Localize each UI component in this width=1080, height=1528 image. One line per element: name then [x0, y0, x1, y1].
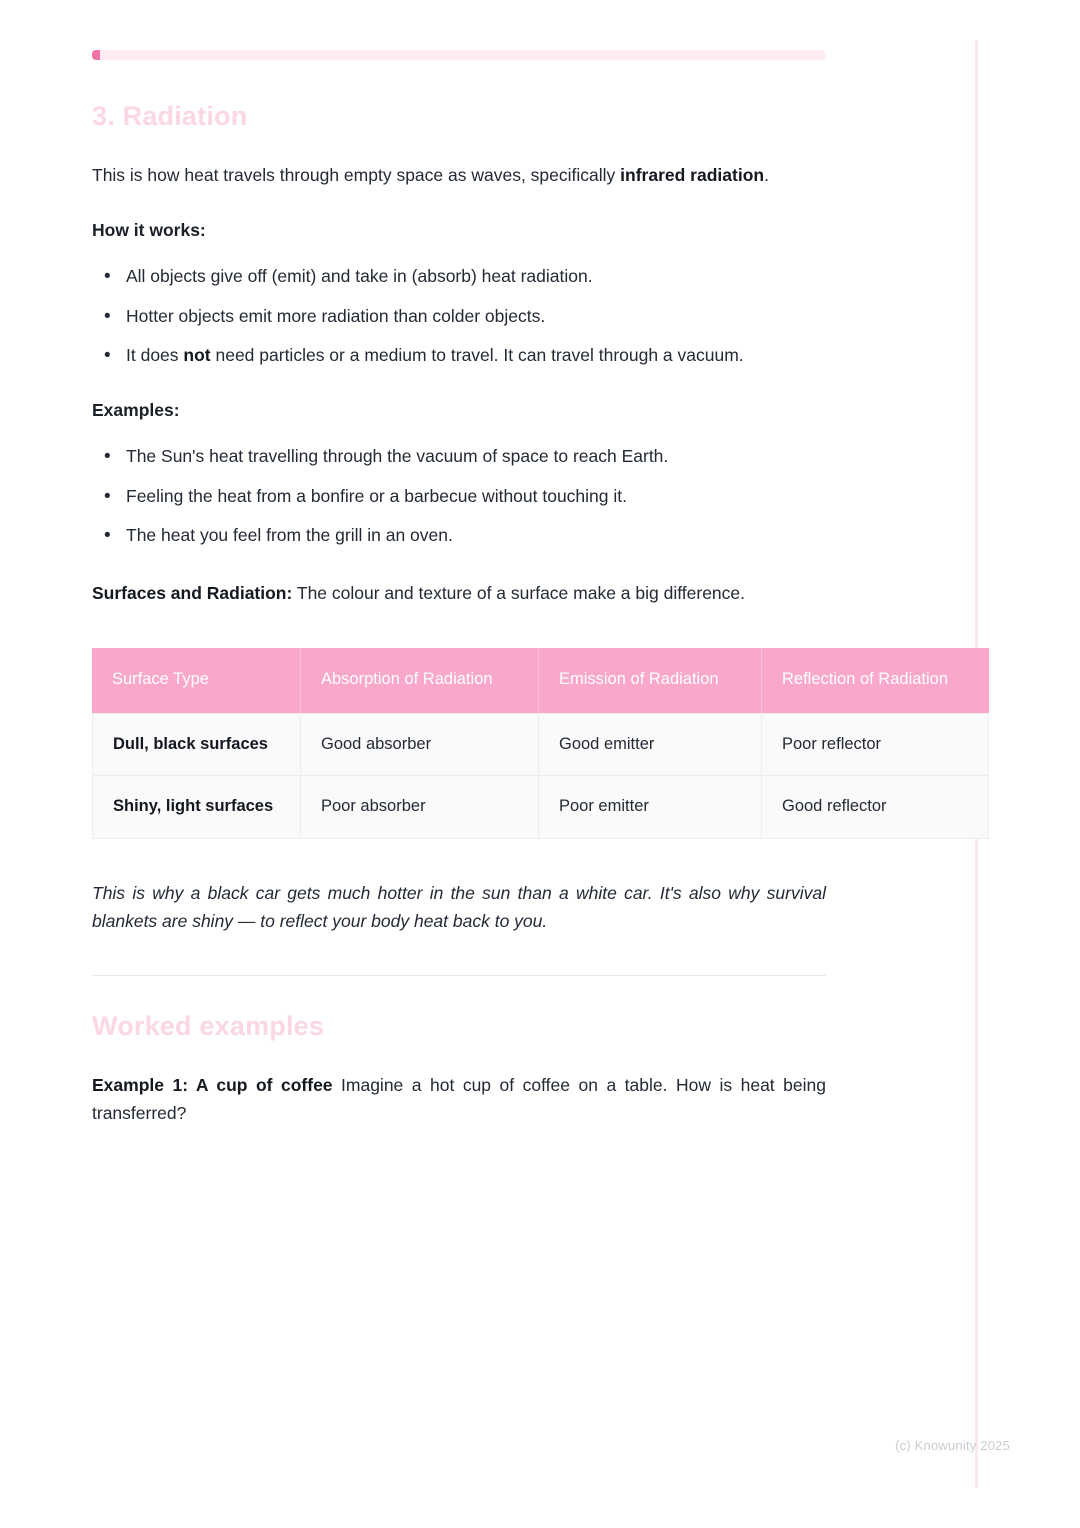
table-cell: Good reflector [762, 776, 989, 838]
table-cell: Good absorber [301, 713, 539, 776]
surfaces-paragraph-text: The colour and texture of a surface make a big difference. [292, 582, 746, 603]
intro-text-after: . [764, 165, 769, 186]
table-column-header-surface-type: Surface Type [92, 648, 301, 713]
surfaces-paragraph [92, 580, 826, 608]
italic-note: This is why a black car gets much hotter in the sun than a white car. It's also why survival blankets are shiny — to reflect your body heat back to you. [92, 882, 826, 931]
list-item: • All objects give off (emit) and take in (absorb) heat radiation. [126, 263, 826, 291]
intro-paragraph [92, 162, 826, 190]
footer-copyright: (c) Knowunity 2025 [895, 1438, 1010, 1453]
section-title: 3. Radiation [92, 101, 248, 131]
table-row [92, 713, 989, 776]
table-header-row [92, 648, 989, 713]
table-body [92, 713, 989, 839]
list-item-text-before: It does [126, 345, 184, 366]
table-column-header-reflection: Reflection of Radiation [762, 648, 989, 713]
table-cell: Dull, black surfaces [92, 713, 301, 776]
list-item: • Feeling the heat from a bonfire or a barbecue without touching it. [126, 483, 826, 511]
example-1-text: Imagine a hot cup of coffee on a table. How is heat being transferred? [92, 1075, 826, 1123]
list-item: • The Sun's heat travelling through the vacuum of space to reach Earth. [126, 443, 826, 471]
example-1-label: Example 1: A cup of coffee [92, 1075, 333, 1096]
how-it-works-list [92, 263, 826, 370]
radiation-surfaces-table [92, 648, 989, 839]
table-cell: Poor absorber [301, 776, 539, 838]
table-column-header-absorption: Absorption of Radiation [301, 648, 539, 713]
table-column-header-emission: Emission of Radiation [539, 648, 762, 713]
list-item: • Hotter objects emit more radiation than colder objects. [126, 303, 826, 331]
list-item: • The heat you feel from the grill in an oven. [126, 522, 826, 550]
table-cell: Shiny, light surfaces [92, 776, 301, 838]
table-row [92, 776, 989, 838]
examples-heading: Examples: [92, 399, 180, 420]
intro-text-bold: infrared radiation [620, 165, 765, 186]
intro-text-before: This is how heat travels through empty space as waves, specifically [92, 165, 621, 186]
table-cell: Poor emitter [539, 776, 762, 838]
surfaces-paragraph-label: Surfaces and Radiation: [92, 582, 293, 603]
table-cell: Good emitter [539, 713, 762, 776]
example-1-paragraph [92, 1072, 826, 1127]
examples-list [92, 443, 826, 550]
list-item-text-after: need particles or a medium to travel. It can travel through a vacuum. [210, 345, 744, 366]
table-header [92, 648, 989, 713]
list-item-text-bold: not [183, 345, 211, 366]
worked-examples-title: Worked examples [92, 1010, 325, 1041]
list-item [126, 342, 826, 370]
how-it-works-heading: How it works: [92, 220, 206, 241]
table-cell: Poor reflector [762, 713, 989, 776]
document-body [92, 0, 949, 1127]
